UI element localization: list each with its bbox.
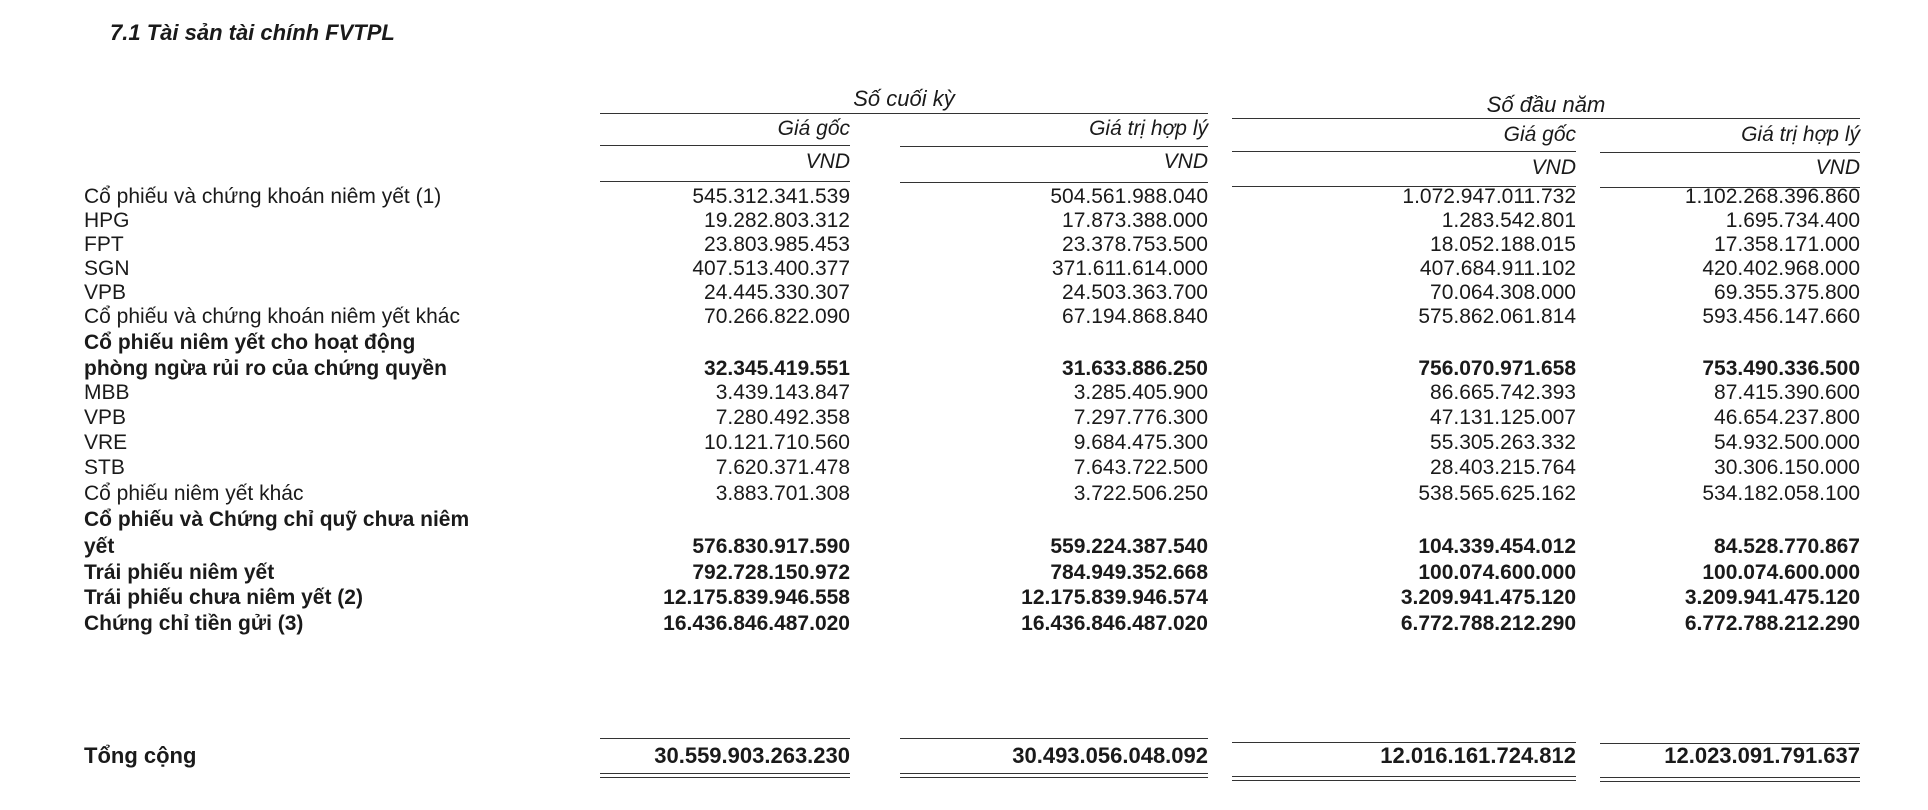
- table-row: [0, 184, 1928, 210]
- table-row: [0, 380, 1928, 406]
- cell-cost-end: 407.513.400.377: [692, 257, 850, 280]
- row-label: Chứng chỉ tiền gửi (3): [84, 612, 304, 635]
- cell-fair-value-end: 7.643.722.500: [1073, 456, 1208, 479]
- cell-cost-end: 7.280.492.358: [715, 406, 850, 429]
- total-row: [0, 743, 1928, 769]
- cell-cost-start: 1.072.947.011.732: [1402, 185, 1576, 208]
- table-row: [0, 330, 1928, 356]
- section-title: 7.1 Tài sản tài chính FVTPL: [110, 20, 395, 45]
- cell-cost-start: 100.074.600.000: [1418, 561, 1576, 584]
- table-row: [0, 585, 1928, 611]
- cell-cost-end: 7.620.371.478: [715, 456, 850, 479]
- row-label: Trái phiếu niêm yết: [84, 561, 275, 584]
- cell-cost-end: 10.121.710.560: [704, 431, 850, 454]
- cell-cost-start: 756.070.971.658: [1418, 357, 1576, 380]
- cell-cost-end: 70.266.822.090: [704, 305, 850, 328]
- cell-cost-start: 104.339.454.012: [1418, 535, 1576, 558]
- total-label: Tổng cộng: [84, 743, 197, 768]
- unit-cost-start: VND: [1531, 156, 1576, 179]
- cell-fair-value-start: 30.306.150.000: [1714, 456, 1860, 479]
- row-label: yết: [84, 535, 115, 558]
- cell-fair-value-start: 54.932.500.000: [1714, 431, 1860, 454]
- total-double-rule: [1600, 777, 1860, 782]
- cell-fair-value-end: 504.561.988.040: [1050, 185, 1208, 208]
- subheader-rule: [1232, 151, 1576, 152]
- cell-fair-value-start: 420.402.968.000: [1702, 257, 1860, 280]
- unit-rule: [600, 181, 850, 182]
- cell-fair-value-end: 67.194.868.840: [1062, 305, 1208, 328]
- unit-rule: [900, 182, 1208, 183]
- total-cost-start: 12.016.161.724.812: [1380, 743, 1576, 768]
- table-row: [0, 534, 1928, 560]
- cell-fair-value-end: 3.722.506.250: [1073, 482, 1208, 505]
- cell-fair-value-start: 69.355.375.800: [1714, 281, 1860, 304]
- cell-fair-value-end: 16.436.846.487.020: [1021, 612, 1208, 635]
- cell-fair-value-start: 100.074.600.000: [1702, 561, 1860, 584]
- header-rule-start: [1232, 118, 1860, 119]
- total-fair-value-end: 30.493.056.048.092: [1012, 743, 1208, 768]
- header-cost-end: Giá gốc: [777, 117, 850, 140]
- cell-cost-end: 24.445.330.307: [704, 281, 850, 304]
- cell-fair-value-end: 24.503.363.700: [1062, 281, 1208, 304]
- cell-fair-value-end: 31.633.886.250: [1062, 357, 1208, 380]
- header-end-of-period: Số cuối kỳ: [853, 86, 955, 111]
- cell-cost-end: 576.830.917.590: [692, 535, 850, 558]
- header-rule-end: [600, 113, 1208, 114]
- total-fair-value-start: 12.023.091.791.637: [1664, 743, 1860, 768]
- row-label: phòng ngừa rủi ro của chứng quyền: [84, 357, 447, 380]
- row-label: Cổ phiếu và chứng khoán niêm yết khác: [84, 305, 460, 328]
- table-row: [0, 208, 1928, 234]
- table-row: [0, 455, 1928, 481]
- cell-fair-value-start: 87.415.390.600: [1714, 381, 1860, 404]
- table-row: [0, 356, 1928, 382]
- cell-cost-start: 47.131.125.007: [1430, 406, 1576, 429]
- cell-fair-value-end: 3.285.405.900: [1073, 381, 1208, 404]
- cell-fair-value-end: 12.175.839.946.574: [1021, 586, 1208, 609]
- row-label: Trái phiếu chưa niêm yết (2): [84, 586, 363, 609]
- cell-cost-start: 55.305.263.332: [1430, 431, 1576, 454]
- row-label: MBB: [84, 381, 130, 404]
- cell-cost-start: 28.403.215.764: [1430, 456, 1576, 479]
- cell-fair-value-end: 371.611.614.000: [1051, 257, 1208, 280]
- total-cost-end: 30.559.903.263.230: [654, 743, 850, 768]
- row-label: Cổ phiếu niêm yết cho hoạt động: [84, 331, 416, 354]
- cell-cost-end: 23.803.985.453: [704, 233, 850, 256]
- cell-cost-start: 86.665.742.393: [1430, 381, 1576, 404]
- row-label: Cổ phiếu và Chứng chỉ quỹ chưa niêm: [84, 508, 470, 531]
- cell-cost-start: 575.862.061.814: [1418, 305, 1576, 328]
- table-row: [0, 611, 1928, 637]
- row-label: VRE: [84, 431, 128, 454]
- table-row: [0, 507, 1928, 533]
- cell-cost-end: 545.312.341.539: [692, 185, 850, 208]
- cell-cost-start: 70.064.308.000: [1430, 281, 1576, 304]
- cell-cost-start: 18.052.188.015: [1430, 233, 1576, 256]
- cell-fair-value-start: 17.358.171.000: [1714, 233, 1860, 256]
- cell-fair-value-end: 23.378.753.500: [1062, 233, 1208, 256]
- table-row: [0, 280, 1928, 306]
- cell-cost-end: 16.436.846.487.020: [663, 612, 850, 635]
- cell-fair-value-start: 46.654.237.800: [1714, 406, 1860, 429]
- cell-cost-start: 1.283.542.801: [1441, 209, 1576, 232]
- cell-fair-value-end: 784.949.352.668: [1050, 561, 1208, 584]
- row-label: Cổ phiếu và chứng khoán niêm yết (1): [84, 185, 442, 208]
- row-label: VPB: [84, 281, 127, 304]
- table-row: [0, 560, 1928, 586]
- row-label: Cổ phiếu niêm yết khác: [84, 482, 304, 505]
- table-row: [0, 256, 1928, 282]
- cell-fair-value-start: 84.528.770.867: [1714, 535, 1860, 558]
- unit-fair-value-end: VND: [1163, 150, 1208, 173]
- cell-cost-end: 792.728.150.972: [692, 561, 850, 584]
- row-label: STB: [84, 456, 125, 479]
- header-beginning-of-year: Số đầu năm: [1486, 92, 1606, 117]
- cell-fair-value-start: 593.456.147.660: [1702, 305, 1860, 328]
- row-label: HPG: [84, 209, 130, 232]
- total-double-rule: [600, 773, 850, 778]
- subheader-rule: [600, 145, 850, 146]
- subheader-rule: [1600, 152, 1860, 153]
- table-row: [0, 481, 1928, 507]
- cell-cost-start: 3.209.941.475.120: [1400, 586, 1576, 609]
- total-top-rule: [600, 738, 850, 739]
- unit-cost-end: VND: [805, 150, 850, 173]
- total-double-rule: [1232, 776, 1576, 781]
- total-double-rule: [900, 773, 1208, 778]
- row-label: FPT: [84, 233, 124, 256]
- cell-cost-start: 538.565.625.162: [1418, 482, 1576, 505]
- cell-cost-end: 19.282.803.312: [704, 209, 850, 232]
- cell-cost-end: 32.345.419.551: [704, 357, 850, 380]
- subheader-rule: [900, 146, 1208, 147]
- row-label: SGN: [84, 257, 130, 280]
- cell-fair-value-end: 17.873.388.000: [1062, 209, 1208, 232]
- cell-fair-value-end: 559.224.387.540: [1050, 535, 1208, 558]
- cell-fair-value-start: 753.490.336.500: [1702, 357, 1860, 380]
- table-row: [0, 405, 1928, 431]
- cell-fair-value-start: 1.102.268.396.860: [1684, 185, 1860, 208]
- cell-fair-value-start: 6.772.788.212.290: [1684, 612, 1860, 635]
- cell-fair-value-start: 3.209.941.475.120: [1684, 586, 1860, 609]
- cell-cost-end: 12.175.839.946.558: [663, 586, 850, 609]
- cell-fair-value-start: 534.182.058.100: [1702, 482, 1860, 505]
- cell-cost-end: 3.883.701.308: [715, 482, 850, 505]
- cell-fair-value-start: 1.695.734.400: [1725, 209, 1860, 232]
- cell-cost-end: 3.439.143.847: [715, 381, 850, 404]
- table-row: [0, 430, 1928, 456]
- table-row: [0, 232, 1928, 258]
- header-fair-value-end: Giá trị hợp lý: [1089, 117, 1208, 140]
- unit-fair-value-start: VND: [1815, 156, 1860, 179]
- header-fair-value-start: Giá trị hợp lý: [1741, 123, 1860, 146]
- table-row: [0, 304, 1928, 330]
- cell-fair-value-end: 9.684.475.300: [1073, 431, 1208, 454]
- header-cost-start: Giá gốc: [1503, 123, 1576, 146]
- row-label: VPB: [84, 406, 127, 429]
- total-top-rule: [900, 738, 1208, 739]
- cell-fair-value-end: 7.297.776.300: [1073, 406, 1208, 429]
- cell-cost-start: 407.684.911.102: [1419, 257, 1576, 280]
- cell-cost-start: 6.772.788.212.290: [1400, 612, 1576, 635]
